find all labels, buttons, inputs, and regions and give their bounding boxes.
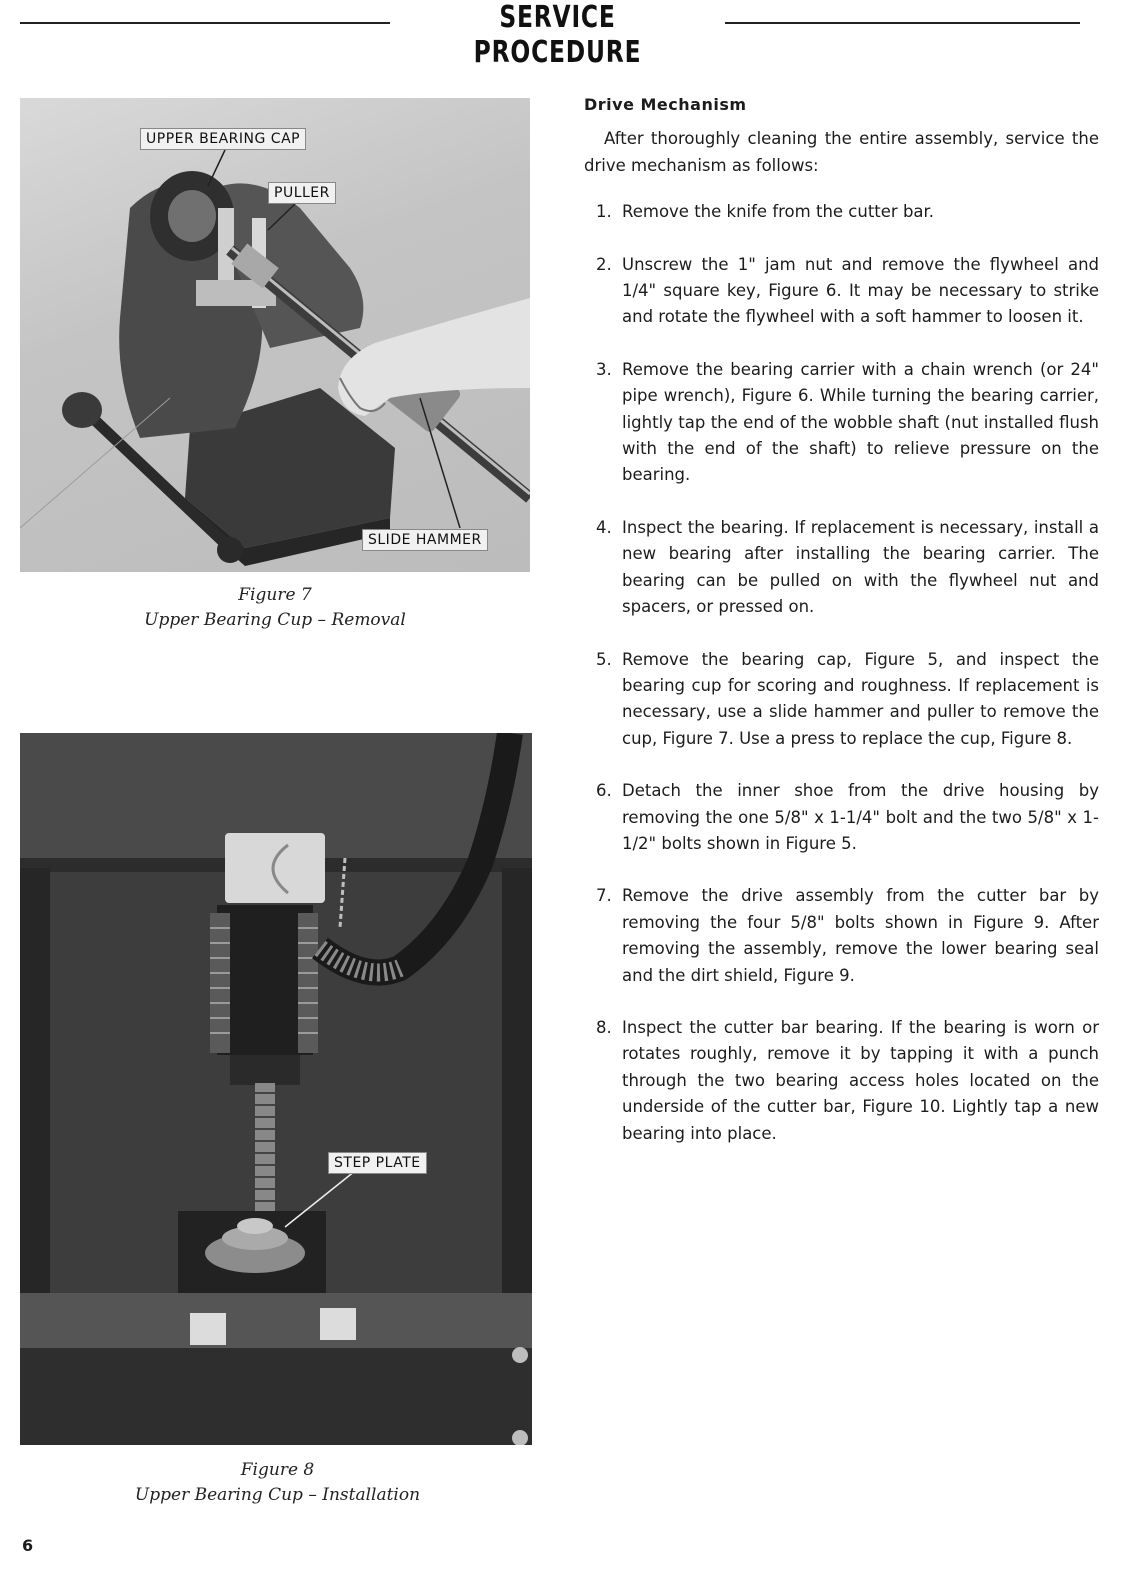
step-text: Inspect the bearing. If replacement is necessary, install a new bearing after installing the bearing carrier. The bearing can be pulled on with the flywheel nut and spacers, or pressed on. (622, 517, 1099, 617)
step-item (584, 357, 1099, 489)
step-number: 1. (596, 202, 612, 222)
press-installation-illustration (20, 733, 532, 1445)
step-item (584, 778, 1099, 857)
drive-mechanism-section (584, 92, 1099, 1173)
step-number: 2. (596, 254, 612, 274)
figure-7-number: Figure 7 (238, 585, 312, 605)
step-text: Detach the inner shoe from the drive housing by removing the one 5/8" x 1-1/4" bolt and the two 5/8" x 1-1/2" bolts shown in Figure 5. (622, 781, 1099, 853)
figure-8-caption (20, 1458, 535, 1508)
step-number: 4. (596, 517, 612, 537)
header-rule-right (725, 22, 1080, 24)
figure-8-photo (20, 733, 532, 1445)
callout-puller: PULLER (268, 182, 336, 204)
step-item (584, 647, 1099, 753)
procedure-steps (584, 199, 1099, 1147)
step-text: Remove the knife from the cutter bar. (622, 202, 935, 222)
callout-step-plate: STEP PLATE (328, 1152, 427, 1174)
callout-slide-hammer: SLIDE HAMMER (362, 529, 488, 551)
step-number: 6. (596, 781, 612, 801)
step-text: Remove the bearing cap, Figure 5, and inspect the bearing cup for scoring and roughness. If replacement is necessary, use a slide hammer and puller to remove the cup, Figure 7. Use a press to replace the cup, Figure 8. (622, 649, 1099, 748)
page-header (20, 0, 1080, 70)
figure-7-caption (20, 583, 530, 633)
figure-7-photo (20, 98, 530, 572)
step-item (584, 199, 1099, 225)
step-number: 7. (596, 886, 612, 906)
figure-8-title: Upper Bearing Cup – Installation (134, 1485, 421, 1505)
figure-7-title: Upper Bearing Cup – Removal (144, 610, 406, 630)
step-text: Unscrew the 1" jam nut and remove the flywheel and 1/4" square key, Figure 6. It may be necessary to strike and rotate the flywheel with a soft hammer to loosen it. (622, 254, 1099, 327)
page-title: SERVICE PROCEDURE (473, 0, 642, 70)
step-text: Inspect the cutter bar bearing. If the bearing is worn or rotates roughly, remove it by tapping it with a punch through the two bearing access holes located on the underside of the cutter bar, Figure 10. Lightly tap a new bearing into place. (622, 1017, 1099, 1143)
step-number: 3. (596, 359, 612, 379)
step-item (584, 515, 1099, 621)
figure-8-number: Figure 8 (240, 1460, 315, 1480)
step-item (584, 1015, 1099, 1147)
intro-paragraph: After thoroughly cleaning the entire assembly, service the drive mechanism as follows: (584, 129, 1099, 175)
section-heading: Drive Mechanism (584, 95, 747, 114)
step-text: Remove the bearing carrier with a chain wrench (or 24" pipe wrench), Figure 6. While turning the bearing carrier, lightly tap the end of the wobble shaft (nut installed flush with the end of the shaft) to relieve pressure on the bearing. (622, 359, 1099, 485)
step-text: Remove the drive assembly from the cutter bar by removing the four 5/8" bolts shown in Figure 9. After removing the assembly, remove the lower bearing seal and the dirt shield, Figure 9. (622, 886, 1099, 985)
step-number: 8. (596, 1017, 612, 1037)
page-number: 6 (22, 1536, 34, 1555)
callout-upper-bearing-cap: UPPER BEARING CAP (140, 128, 306, 150)
vise-puller-illustration (20, 98, 530, 572)
header-rule-left (20, 22, 390, 24)
step-item (584, 252, 1099, 331)
step-number: 5. (596, 649, 612, 669)
step-item (584, 883, 1099, 989)
